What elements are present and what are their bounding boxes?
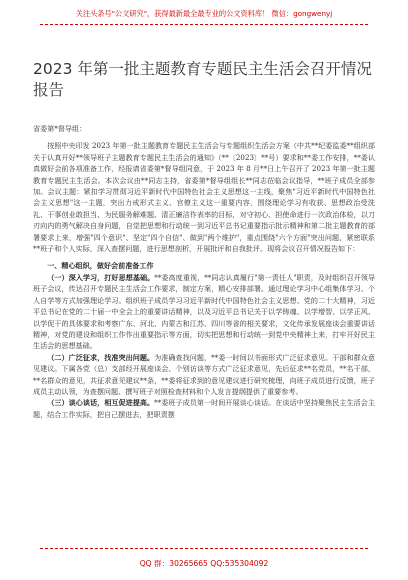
document-body bbox=[33, 123, 375, 420]
section-heading: 一、精心组织，做好会前准备工作 bbox=[47, 261, 154, 271]
intro-paragraph: 按照中央印发 2023 年第一批主题教育专题民主生活会与专题组织生活会方案（中共**纪委监委**组织部关于认真开好**领导班子主题教育专题民主生活会的通知》（**〔2023〕**号）要求和**委工作安排，**委认真做好会前各项准备工作，经报请省委第*督导组同意，于 2023 年 8 月**日上午召开了 2023 年第一批主题教育专题民主生活会。本次会议由**同志主持，省委第*督导组组长**同志莅临会议指导，**班子成员全部参加。会议主题：紧扣学习贯彻习近平新时代中国特色社会主义思想这一主线，聚焦"习近平新时代中国特色社会主义思想"这一主题，突出力戒形式主义、官僚主义这一重要内容，围绕理论学习有收获、思想政治受洗礼、干事创业敢担当、为民服务解难题、清正廉洁作表率的目标，对守初心、担使命进行一次政治体检，以刀刃向内的勇气解决自身问题，自觉把思想和行动统一到习近平总书记重要指示批示精神和第二批主题教育的部署要求上来，增强"四个意识"、坚定"四个自信"、做到"两个维护"，重点围绕"六个方面"突出问题，紧密联系**班子和个人实际，深入查摆问题，进行思想剖析，开展批评和自我批评。现将会议召开情况报告如下： bbox=[33, 141, 375, 254]
item-label: （一）深入学习，打好思想基础。 bbox=[47, 272, 155, 282]
bottom-banner bbox=[0, 548, 408, 580]
footer-contact: QQ 群：30265665 QQ:535304092 bbox=[139, 559, 269, 568]
section-item bbox=[33, 272, 375, 352]
section-item bbox=[33, 352, 375, 398]
item-text: 为准确查找问题，**委一时间以书面形式广泛征求意见。干部和群众意见建议。下属各党（总）支部经开展座谈会、个别访谈等方式广泛征求意见，先后征求**名党员，**名干部，**名群众的意见，共征求意见建议**条，**委将征求到的意见建议进行研究梳理，向班子成员进行反馈，班子成员主动认领，为查摆问题、撰写班子对照检查材料和个人发言提纲提供了重要参考。 bbox=[33, 352, 375, 396]
salutation: 省委第*督导组： bbox=[33, 124, 87, 133]
item-label: （二）广泛征求，找准突出问题。 bbox=[47, 352, 155, 362]
item-text: **委高度重视，**同志认真履行"第一责任人"职责，及时组织召开领导班子会议，传达召开专题民主生活会工作要求，制定方案，精心安排部署。通过理论学习中心组集体学习、个人自学等方式加强理论学习。组织班子成员学习习近平新时代中国特色社会主义思想、党的二十大精神，习近平总书记在党的二十届一中全会上的重要讲话精神，以及习近平总书记关于以学铸魂、以学增智、以学正风、以学促干的具体要求和考察广东、河北、内蒙古和江苏、四川等省的相关要求，文化传承发展座谈会重要讲话精神，对党的建设和组织工作作出重要指示等方面，切实把思想和行动统一到党中央精神上来，打牢开好民主生活会的思想基础。 bbox=[33, 272, 375, 351]
section-item bbox=[33, 397, 375, 420]
item-label: （三）谈心谈话，相互促进提高。 bbox=[47, 398, 155, 408]
header-banner-text: 关注头条号"公文研究"，获得最新最全最专业的公文资料库！ 微信：gongwenyj bbox=[75, 9, 333, 18]
item-text: **委班子成员第一时间开展谈心谈话。在谈话中坚持聚焦民主生活会主题，结合工作实际，把自己摆进去，把职责摆 bbox=[33, 398, 375, 419]
header-divider bbox=[40, 24, 368, 25]
document-title: 2023 年第一批主题教育专题民主生活会召开情况报告 bbox=[33, 60, 372, 99]
top-banner bbox=[0, 0, 408, 30]
footer-divider bbox=[40, 548, 368, 549]
